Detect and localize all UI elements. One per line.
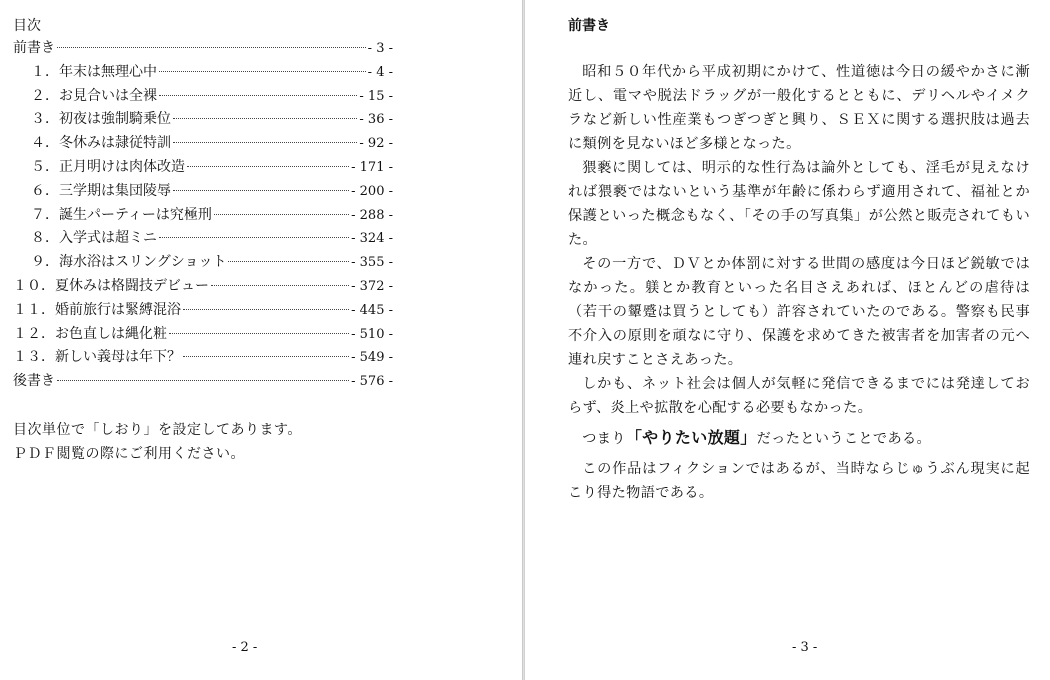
preface-body bbox=[568, 60, 1030, 505]
bookmark-note-line-1: 目次単位で「しおり」を設定してあります。 bbox=[13, 422, 302, 438]
toc-entry-title: ７．誕生パーティーは究極刑 bbox=[31, 206, 212, 223]
toc-entry-page: - 15 - bbox=[359, 88, 393, 104]
toc-entry[interactable] bbox=[13, 275, 393, 299]
toc-heading: 目次 bbox=[13, 18, 41, 34]
right-page-number: - 3 - bbox=[792, 640, 818, 655]
toc-dot-leader bbox=[57, 380, 349, 381]
paragraph-2: 猥褻に関しては、明示的な性行為は論外としても、淫毛が見えなければ猥褻ではないという基準が年齢に係わらず適用されて、福祉とか保護といった概念もなく、「その手の写真集」が公然と販売されてもいた。 bbox=[568, 160, 1030, 248]
right-page bbox=[525, 0, 1050, 680]
toc-entry[interactable] bbox=[13, 204, 393, 228]
preface-title: 前書き bbox=[568, 18, 610, 34]
toc-entry[interactable] bbox=[13, 323, 393, 347]
left-page bbox=[0, 0, 522, 680]
toc-entry-title: １１．婚前旅行は緊縛混浴 bbox=[13, 301, 181, 318]
toc-entry-page: - 36 - bbox=[359, 112, 393, 128]
toc-entry[interactable] bbox=[13, 180, 393, 204]
toc-entry-title: 前書き bbox=[13, 40, 55, 56]
toc-dot-leader bbox=[228, 261, 349, 262]
toc-entry-title: ４．冬休みは隷従特訓 bbox=[31, 135, 171, 152]
toc-dot-leader bbox=[169, 333, 349, 334]
toc-entry[interactable] bbox=[13, 346, 393, 370]
toc-entry-page: - 92 - bbox=[359, 136, 393, 152]
paragraph-5-tail: だったということである。 bbox=[756, 431, 932, 447]
toc-entry-page: - 372 - bbox=[351, 278, 393, 294]
toc-dot-leader bbox=[214, 214, 349, 215]
toc-entry[interactable] bbox=[13, 156, 393, 180]
toc-entry-title: ２．お見合いは全裸 bbox=[31, 87, 157, 104]
toc-entry-page: - 288 - bbox=[351, 207, 393, 223]
left-page-number: - 2 - bbox=[232, 640, 258, 655]
toc-entry-title: ８．入学式は超ミニ bbox=[31, 230, 157, 247]
toc-entry-page: - 510 - bbox=[351, 326, 393, 342]
toc-entry-title: １０．夏休みは格闘技デビュー bbox=[13, 277, 209, 294]
toc-entry-title: ５．正月明けは肉体改造 bbox=[31, 158, 185, 175]
toc-entry-title: ６．三学期は集団陵辱 bbox=[31, 182, 171, 199]
toc-entry-page: - 200 - bbox=[351, 183, 393, 199]
toc-dot-leader bbox=[159, 237, 349, 238]
toc-entry-title: ９．海水浴はスリングショット bbox=[31, 254, 227, 271]
paragraph-3: その一方で、ＤＶとか体罰に対する世間の感度は今日ほど鋭敏ではなかった。躾とか教育といった名目さえあれば、ほとんどの虐待は（若干の顰蹙は買うとしても）許容されていたのである。警察も民事不介入の原則を頑なに守り、保護を求めてきた被害者を加害者の元へ連れ戻すことさえあった。 bbox=[568, 256, 1030, 368]
toc-entry-title: １２．お色直しは縄化粧 bbox=[13, 325, 167, 342]
toc-dot-leader bbox=[173, 142, 357, 143]
paragraph-6: この作品はフィクションではあるが、当時ならじゅうぶん現実に起こり得た物語である。 bbox=[568, 461, 1030, 501]
toc-entry-page: - 355 - bbox=[351, 255, 393, 271]
toc-entry-title: １３．新しい義母は年下？ bbox=[13, 349, 181, 366]
bookmark-note-line-2: ＰＤＦ閲覧の際にご利用ください。 bbox=[13, 446, 245, 462]
paragraph-5 bbox=[568, 426, 1030, 451]
paragraph-5-lead: つまり bbox=[582, 431, 626, 447]
toc-entry-page: - 549 - bbox=[351, 350, 393, 366]
paragraph-4: しかも、ネット社会は個人が気軽に発信できるまでには発達しておらず、炎上や拡散を心配する必要もなかった。 bbox=[568, 376, 1030, 416]
toc-entry-title: ３．初夜は強制騎乗位 bbox=[31, 111, 171, 128]
toc-entry[interactable] bbox=[13, 132, 393, 156]
toc-dot-leader bbox=[211, 285, 349, 286]
toc-dot-leader bbox=[187, 166, 349, 167]
toc-entry[interactable] bbox=[13, 299, 393, 323]
toc-entry[interactable] bbox=[13, 370, 393, 394]
toc-entry-page: - 324 - bbox=[351, 231, 393, 247]
toc-dot-leader bbox=[173, 118, 357, 119]
toc-entry-page: - 445 - bbox=[351, 302, 393, 318]
bookmark-note bbox=[13, 418, 302, 466]
table-of-contents bbox=[13, 37, 393, 394]
toc-entry[interactable] bbox=[13, 37, 393, 61]
paragraph-1: 昭和５０年代から平成初期にかけて、性道徳は今日の緩やかさに漸近し、電マや脱法ドラッグが一般化するとともに、デリヘルやイメクラなど新しい性産業もつぎつぎと興り、ＳＥＸに関する選択肢は過去に類例を見ないほど多様となった。 bbox=[568, 64, 1030, 152]
toc-entry-title: １．年末は無理心中 bbox=[31, 63, 157, 80]
toc-dot-leader bbox=[159, 71, 366, 72]
toc-entry[interactable] bbox=[13, 227, 393, 251]
toc-entry-page: - 3 - bbox=[367, 41, 393, 56]
toc-entry[interactable] bbox=[13, 251, 393, 275]
toc-entry-page: - 4 - bbox=[367, 64, 393, 80]
toc-dot-leader bbox=[183, 309, 349, 310]
toc-dot-leader bbox=[159, 95, 357, 96]
toc-entry-page: - 171 - bbox=[351, 159, 393, 175]
toc-entry[interactable] bbox=[13, 108, 393, 132]
toc-entry-title: 後書き bbox=[13, 373, 55, 390]
toc-entry[interactable] bbox=[13, 85, 393, 109]
toc-dot-leader bbox=[57, 47, 366, 48]
toc-entry-page: - 576 - bbox=[351, 374, 393, 390]
toc-entry[interactable] bbox=[13, 61, 393, 85]
toc-dot-leader bbox=[183, 356, 349, 357]
toc-dot-leader bbox=[173, 190, 349, 191]
emphasis-phrase: 「やりたい放題」 bbox=[625, 428, 757, 447]
